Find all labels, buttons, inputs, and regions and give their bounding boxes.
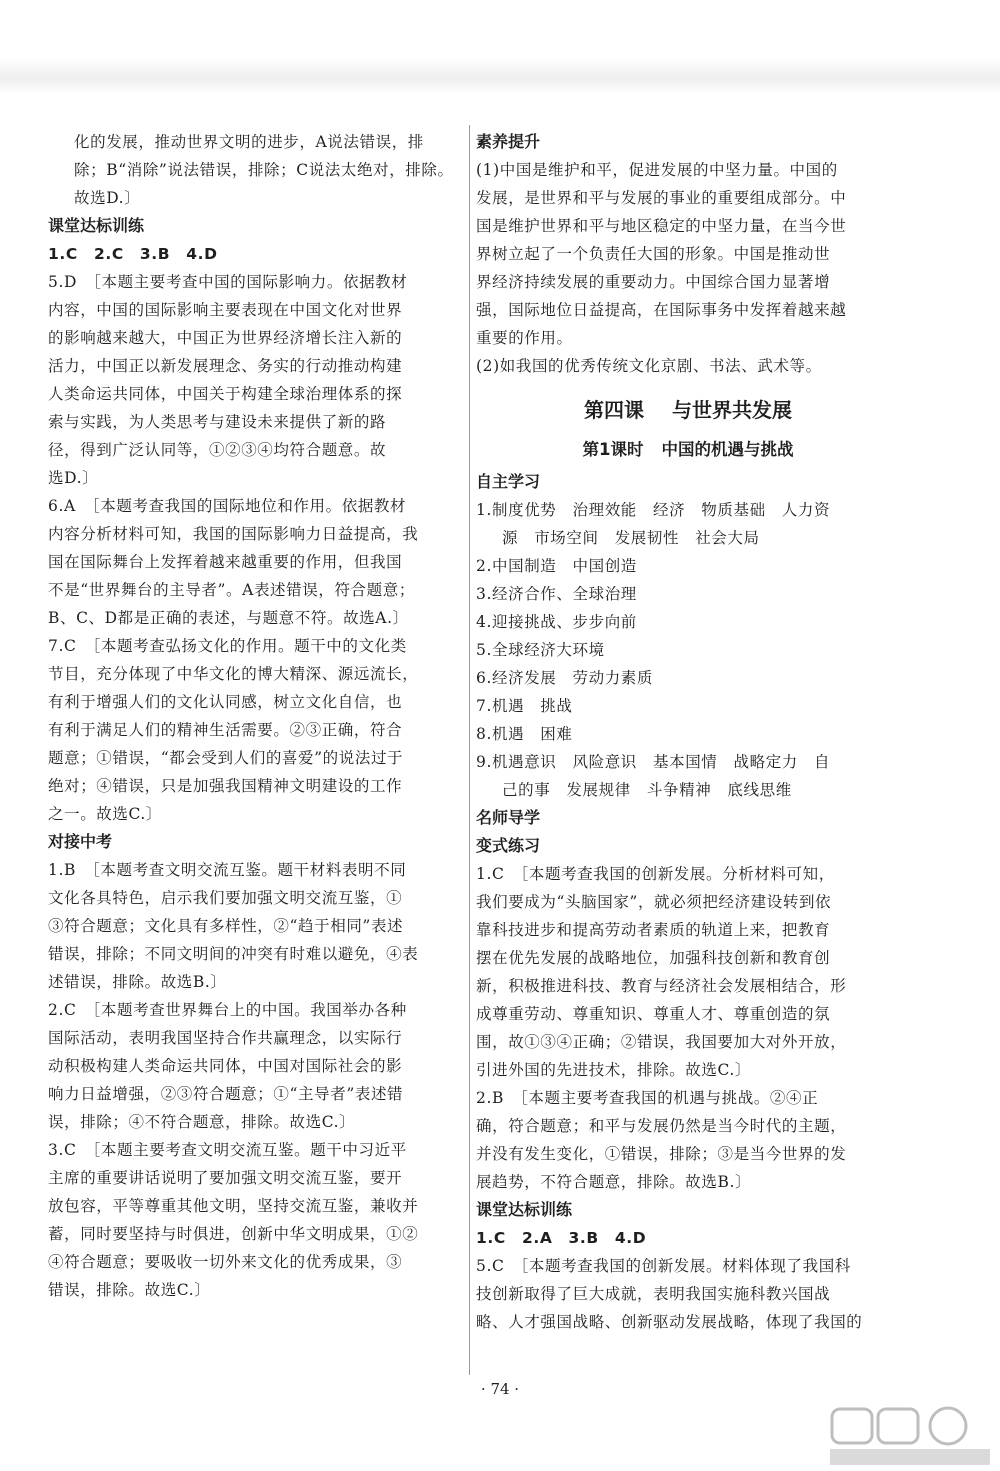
text-line: 错误，排除；不同文明间的冲突有时难以避免，④表 — [48, 945, 419, 963]
answer-row: 1.C 2.A 3.B 4.D — [476, 1229, 647, 1247]
text-line: 蓄，同时要坚持与时俱进，创新中华文明成果，①② — [48, 1225, 419, 1243]
text-line: 径，得到广泛认同等，①②③④均符合题意。故 — [48, 441, 387, 459]
right-column — [476, 128, 900, 1336]
text-line: 界树立起了一个负责任大国的形象。中国是推动世 — [476, 245, 831, 263]
text-line: 1.C ［本题考查我国的创新发展。分析材料可知， — [476, 865, 835, 883]
text-line: 8.机遇 困难 — [476, 725, 573, 743]
scan-shadow-band — [0, 58, 1000, 94]
text-line: 节目，充分体现了中华文化的博大精深、源远流长， — [48, 665, 419, 683]
text-line: 活力，中国正以新发展理念、务实的行动推动构建 — [48, 357, 403, 375]
answer-item-7 — [48, 632, 468, 828]
section-heading-classroom-2: 课堂达标训练 — [476, 1200, 573, 1219]
text-line: 展趋势，不符合题意，排除。故选B.〕 — [476, 1173, 752, 1191]
text-line: 之一。故选C.〕 — [48, 805, 163, 823]
lesson-number: 第四课 — [584, 398, 644, 422]
text-line: 动积极构建人类命运共同体，中国对国际社会的影 — [48, 1057, 403, 1075]
text-line: 界经济持续发展的重要动力。中国综合国力显著增 — [476, 273, 831, 291]
text-line: 2.C ［本题考查世界舞台上的中国。我国举办各种 — [48, 1001, 407, 1019]
text-line: 发展，是世界和平与发展的事业的重要组成部分。中 — [476, 189, 847, 207]
answer-item-5 — [48, 268, 468, 492]
text-line: 略、人才强国战略、创新驱动发展战略，体现了我国的 — [476, 1313, 863, 1331]
text-line: 5.全球经济大环境 — [476, 641, 605, 659]
text-line: 误，排除；④不符合题意，排除。故选C.〕 — [48, 1113, 356, 1131]
text-line: 2.B ［本题主要考查我国的机遇与挑战。②④正 — [476, 1089, 819, 1107]
text-line: 述错误，排除。故选B.〕 — [48, 973, 227, 991]
text-line: 6.A ［本题考查我国的国际地位和作用。依据教材 — [48, 497, 407, 515]
text-line: 不是“世界舞台的主导者”。A表述错误，符合题意； — [48, 581, 415, 599]
exam-item-3 — [48, 1136, 468, 1304]
text-line: 3.经济合作、全球治理 — [476, 585, 637, 603]
text-line: 引进外国的先进技术，排除。故选C.〕 — [476, 1061, 752, 1079]
exam-item-2 — [48, 996, 468, 1136]
period-name: 中国的机遇与挑战 — [661, 440, 794, 459]
text-line: 6.经济发展 劳动力素质 — [476, 669, 653, 687]
text-line: 7.C ［本题考查弘扬文化的作用。题干中的文化类 — [48, 637, 407, 655]
self-study-answers — [476, 496, 900, 804]
text-line: 9.机遇意识 风险意识 基本国情 战略定力 自 — [476, 753, 831, 771]
text-line: 的影响越来越大，中国正为世界经济增长注入新的 — [48, 329, 403, 347]
text-line: B、C、D都是正确的表述，与题意不符。故选A.〕 — [48, 609, 409, 627]
text-line: 4.迎接挑战、步步向前 — [476, 613, 637, 631]
text-line: 成尊重劳动、尊重知识、尊重人才、尊重创造的氛 — [476, 1005, 831, 1023]
watermark-logo — [830, 1405, 990, 1467]
text-line: 选D.〕 — [48, 469, 99, 487]
text-line: 有利于增强人们的文化认同感，树立文化自信，也 — [48, 693, 403, 711]
text-line: 1.制度优势 治理效能 经济 物质基础 人力资 — [476, 501, 831, 519]
text-line: 绝对；④错误，只是加强我国精神文明建设的工作 — [48, 777, 403, 795]
text-line: (1)中国是维护和平，促进发展的中坚力量。中国的 — [476, 161, 838, 179]
text-line: 围，故①③④正确；②错误，我国要加大对外开放， — [476, 1033, 847, 1051]
lesson-name: 与世界共发展 — [672, 398, 792, 422]
text-line: 放包容，平等尊重其他文明，坚持交流互鉴，兼收并 — [48, 1197, 419, 1215]
text-line: 3.C ［本题主要考查文明交流互鉴。题干中习近平 — [48, 1141, 407, 1159]
text-line: 技创新取得了巨大成就，表明我国实施科教兴国战 — [476, 1285, 831, 1303]
section-heading-literacy: 素养提升 — [476, 132, 541, 151]
text-line: 题意；①错误，“都会受到人们的喜爱”的说法过于 — [48, 749, 404, 767]
text-line: 内容分析材料可知，我国的国际影响力日益提高，我 — [48, 525, 419, 543]
text-line: 2.中国制造 中国创造 — [476, 557, 637, 575]
text-line: 5.D ［本题主要考查中国的国际影响力。依据教材 — [48, 273, 408, 291]
section-heading-variant: 变式练习 — [476, 836, 541, 855]
page-number: · 74 · — [480, 1380, 520, 1398]
section-heading-exam: 对接中考 — [48, 832, 113, 851]
lesson-title — [476, 388, 900, 432]
variant-item-2 — [476, 1084, 900, 1196]
answer-row: 1.C 2.C 3.B 4.D — [48, 245, 218, 263]
text-line: 响力日益增强，②③符合题意；①“主导者”表述错 — [48, 1085, 404, 1103]
answer-item-6 — [48, 492, 468, 632]
text-line: 1.B ［本题考查文明交流互鉴。题干材料表明不同 — [48, 861, 407, 879]
text-line: ④符合题意；要吸收一切外来文化的优秀成果，③ — [48, 1253, 403, 1271]
text-line: 新，积极推进科技、教育与经济社会发展相结合，形 — [476, 977, 847, 995]
text-line: 国在国际舞台上发挥着越来越重要的作用，但我国 — [48, 553, 403, 571]
section-heading-classroom: 课堂达标训练 — [48, 216, 145, 235]
text-line: 错误，排除。故选C.〕 — [48, 1281, 211, 1299]
period-title — [476, 432, 900, 468]
text-line: 除；B“消除”说法错误，排除；C说法太绝对，排除。 — [74, 161, 454, 179]
continued-answer — [48, 128, 468, 212]
text-line: 有利于满足人们的精神生活需要。②③正确，符合 — [48, 721, 403, 739]
text-line: 并没有发生变化，①错误，排除；③是当今世界的发 — [476, 1145, 847, 1163]
text-line: 人类命运共同体，中国关于构建全球治理体系的探 — [48, 385, 403, 403]
text-line: 化的发展，推动世界文明的进步，A说法错误，排 — [74, 133, 424, 151]
text-line: 内容，中国的国际影响主要表现在中国文化对世界 — [48, 301, 403, 319]
literacy-answer-1 — [476, 156, 900, 352]
text-line: 我们要成为“头脑国家”，就必须把经济建设转到依 — [476, 893, 832, 911]
answer-item-5b — [476, 1252, 900, 1336]
text-line: 主席的重要讲话说明了要加强文明交流互鉴，要开 — [48, 1169, 403, 1187]
text-line: 文化各具特色，启示我们要加强文明交流互鉴，① — [48, 889, 403, 907]
literacy-answer-2: (2)如我国的优秀传统文化京剧、书法、武术等。 — [476, 357, 822, 375]
text-line: 故选D.〕 — [74, 189, 141, 207]
variant-item-1 — [476, 860, 900, 1084]
exam-item-1 — [48, 856, 468, 996]
section-heading-teacher: 名师导学 — [476, 808, 541, 827]
section-heading-self-study: 自主学习 — [476, 472, 541, 491]
text-line: 国际活动，表明我国坚持合作共赢理念，以实际行 — [48, 1029, 403, 1047]
left-column — [48, 128, 468, 1304]
text-line: 己的事 发展规律 斗争精神 底线思维 — [502, 781, 792, 799]
text-line: 索与实践，为人类思考与建设未来提供了新的路 — [48, 413, 387, 431]
text-line: 源 市场空间 发展韧性 社会大局 — [502, 529, 760, 547]
text-line: 确，符合题意；和平与发展仍然是当今时代的主题， — [476, 1117, 847, 1135]
text-line: ③符合题意；文化具有多样性，②“趋于相同”表述 — [48, 917, 404, 935]
text-line: 国是维护世界和平与地区稳定的中坚力量，在当今世 — [476, 217, 847, 235]
text-line: 靠科技进步和提高劳动者素质的轨道上来，把教育 — [476, 921, 831, 939]
text-line: 摆在优先发展的战略地位，加强科技创新和教育创 — [476, 949, 831, 967]
text-line: 5.C ［本题考查我国的创新发展。材料体现了我国科 — [476, 1257, 851, 1275]
column-divider — [469, 125, 470, 1375]
text-line: 7.机遇 挑战 — [476, 697, 573, 715]
text-line: 强，国际地位日益提高，在国际事务中发挥着越来越 — [476, 301, 847, 319]
period-number: 第1课时 — [582, 440, 644, 459]
text-line: 重要的作用。 — [476, 329, 573, 347]
